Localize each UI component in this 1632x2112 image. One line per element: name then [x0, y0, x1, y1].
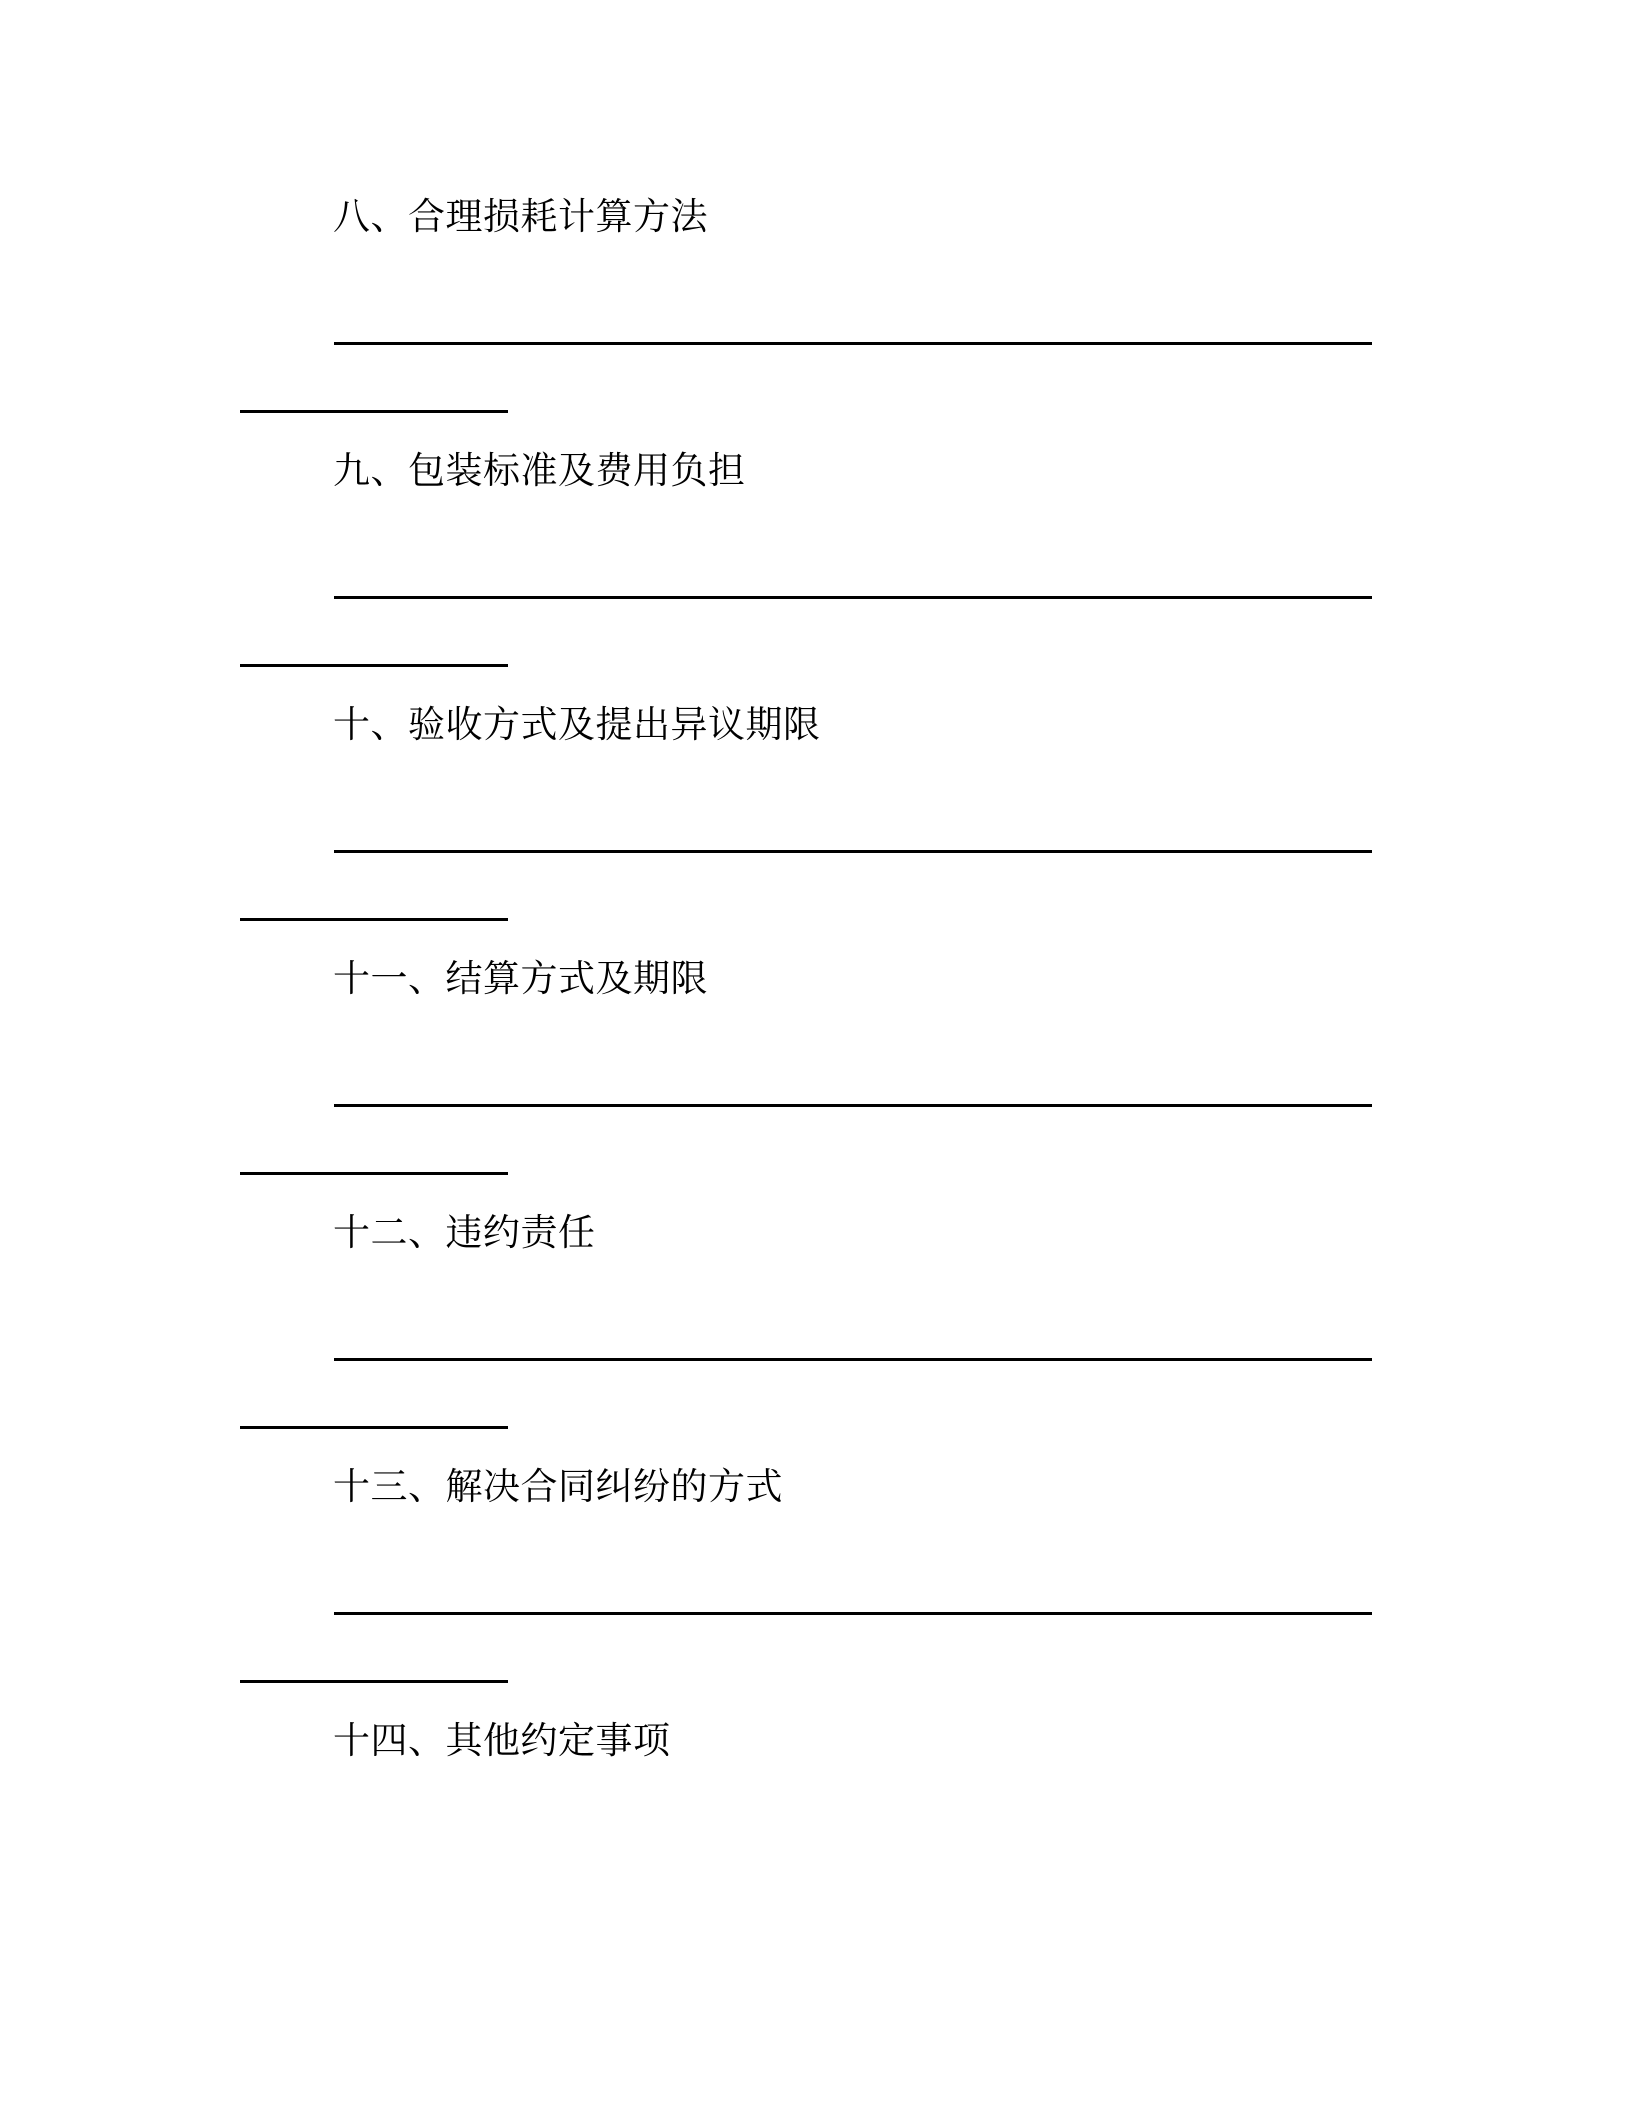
fill-in-line [334, 1612, 1372, 1615]
clause-heading: 十四、其他约定事项 [333, 1719, 671, 1762]
fill-in-line-continuation [240, 410, 508, 413]
fill-in-line-continuation [240, 1172, 508, 1175]
fill-in-line-continuation [240, 1680, 508, 1683]
clause-section [0, 1711, 1632, 1965]
fill-in-line [334, 342, 1372, 345]
fill-in-line-continuation [240, 1426, 508, 1429]
clause-section [0, 695, 1632, 949]
clause-section [0, 441, 1632, 695]
clause-section [0, 1203, 1632, 1457]
clause-section [0, 187, 1632, 441]
fill-in-line [334, 1358, 1372, 1361]
clause-heading: 十三、解决合同纠纷的方式 [333, 1465, 783, 1508]
clause-section [0, 949, 1632, 1203]
clause-heading: 十、验收方式及提出异议期限 [333, 703, 821, 746]
fill-in-line [334, 596, 1372, 599]
clause-heading: 十一、结算方式及期限 [333, 957, 708, 1000]
fill-in-line [334, 850, 1372, 853]
fill-in-line-continuation [240, 664, 508, 667]
fill-in-line [334, 1104, 1372, 1107]
clause-section [0, 1457, 1632, 1711]
clause-heading: 九、包装标准及费用负担 [333, 449, 746, 492]
clause-heading: 八、合理损耗计算方法 [333, 195, 708, 238]
clause-heading: 十二、违约责任 [333, 1211, 596, 1254]
fill-in-line-continuation [240, 918, 508, 921]
